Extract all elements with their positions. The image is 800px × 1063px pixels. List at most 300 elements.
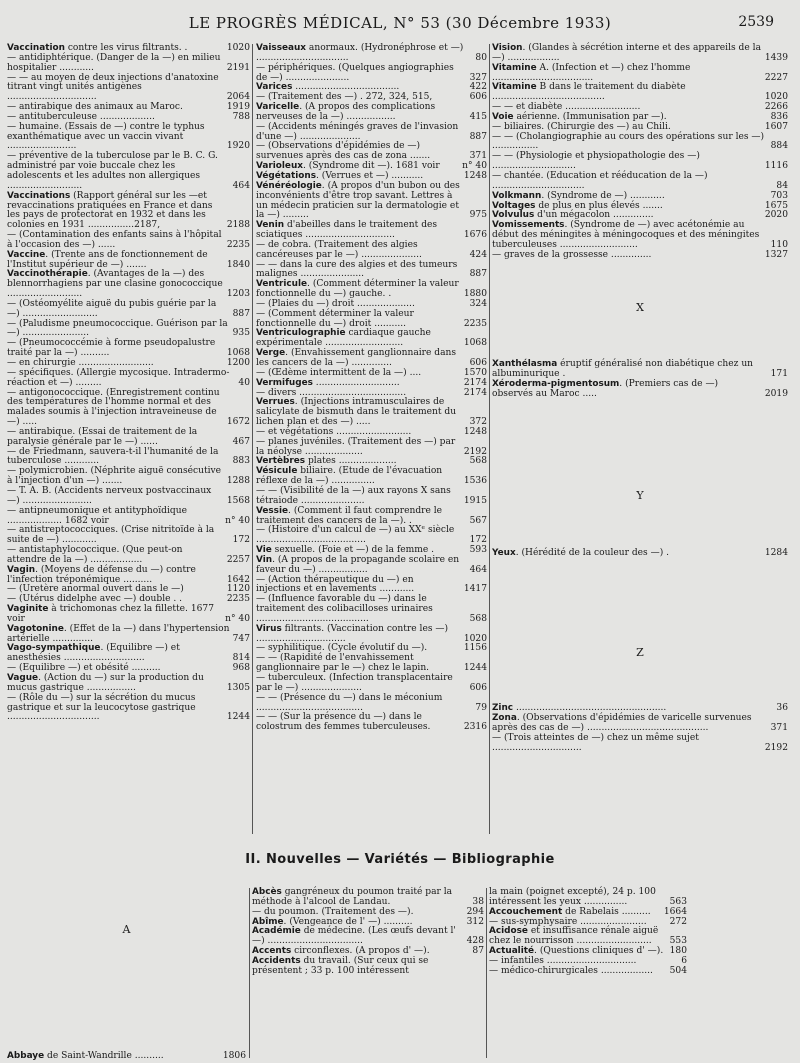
entry-keyword: Venin [256, 220, 285, 231]
entry-page-ref: 2257 [226, 554, 250, 565]
entry-description: — antituberculeuse ................... [7, 111, 155, 122]
entry-page-ref: 747 [232, 633, 250, 644]
entry-page-ref: 887 [469, 131, 487, 142]
entry-page-ref: 1288 [226, 476, 250, 487]
index-entry [256, 713, 487, 733]
entry-text [256, 123, 467, 143]
entry-text [7, 339, 224, 359]
entry-text [7, 526, 230, 546]
index-entry [7, 270, 250, 300]
entry-description: de Saint-Wandrille .......... [44, 1051, 164, 1061]
entry-page-ref: 1248 [463, 426, 487, 437]
entry-description: et insuffisance rénale aiguë chez le nourrisson .......................... [489, 926, 659, 947]
entry-page-ref: 788 [232, 111, 250, 122]
entry-page-ref: 6 [681, 955, 687, 966]
entry-keyword: Zinc [492, 703, 514, 714]
page-number: 2539 [738, 14, 774, 30]
entry-page-ref: 814 [232, 653, 250, 664]
entry-keyword: Abcès [252, 887, 282, 897]
index-entry [256, 241, 487, 261]
entry-text [256, 349, 467, 369]
entry-description: — infantiles ............................... [489, 955, 637, 966]
entry-description: — (Ostéomyélite aiguë du pubis guérie par la —) .......................... [7, 298, 217, 319]
entry-description: — — (Physiologie et physiopathologie des —) ............................. [492, 151, 700, 172]
entry-text [7, 428, 230, 448]
entry-page-ref: 1568 [226, 495, 250, 506]
entry-text [7, 251, 224, 271]
entry-keyword: Vertèbres [256, 456, 306, 467]
entry-page-ref: 1919 [226, 102, 250, 113]
entry-page-ref: 2235 [226, 239, 250, 250]
entry-page-ref: 606 [469, 358, 487, 368]
entry-page-ref: 1305 [226, 682, 250, 693]
entry-page-ref: 1676 [463, 230, 487, 241]
entry-page-ref: 1417 [463, 584, 487, 595]
entry-keyword: Volkmann [492, 190, 542, 201]
entry-description: . (Vengeance de l' —) .......... [283, 916, 413, 927]
entry-page-ref: 887 [232, 308, 250, 319]
entry-description: — spécifiques. (Allergie mycosique. Intradermo-réaction et —) ......... [7, 367, 230, 388]
entry-keyword: Vague [7, 673, 39, 683]
entry-description: — (Uretère anormal ouvert dans le —) [7, 584, 184, 595]
entry-description: — (Comment déterminer la valeur fonctionnelle du —) droit ........... [256, 308, 414, 329]
entry-description: — et végétations .......................... [256, 426, 412, 437]
index-entry [256, 103, 487, 123]
entry-description: — (Action thérapeutique du —) en injections et en lavements ............ [256, 574, 415, 595]
entry-page-ref: 1642 [226, 574, 250, 585]
entry-text [256, 674, 467, 694]
entry-text [7, 644, 230, 664]
entry-description: .................................................... [513, 703, 667, 714]
index-entry [256, 182, 487, 221]
entry-page-ref: 422 [469, 82, 487, 93]
entry-description: — (Contamination des enfants sains à l'hôpital à l'occasion des —) ...... [7, 230, 222, 250]
entry-description: . (Verrues et —) ........... [316, 170, 424, 181]
index-entry [492, 380, 788, 400]
index-entry [492, 133, 788, 153]
index-entry [256, 438, 487, 458]
entry-page-ref: 836 [770, 111, 788, 122]
entry-page-ref: 1020 [764, 92, 788, 103]
entry-text [256, 625, 461, 645]
entry-page-ref: 975 [469, 210, 487, 221]
entry-keyword: Vision [492, 43, 523, 53]
entry-page-ref: 1664 [663, 906, 687, 917]
entry-description: cardiaque gauche expérimentale ........................... [256, 328, 431, 349]
index-entry [256, 44, 487, 64]
entry-description: — (Traitement des —) . 272, 324, 515, [256, 92, 433, 103]
entry-description: — (Œdème intermittent de la —) .... [256, 367, 422, 378]
entry-description: — (Pneumococcémie à forme pseudopalustre traité par la —) .......... [7, 338, 216, 359]
entry-page-ref: 110 [770, 239, 788, 250]
entry-text [7, 320, 230, 340]
entry-text [492, 44, 762, 64]
entry-description: . (Syndrome dit —). 1681 voir [303, 161, 440, 172]
index-entry [492, 221, 788, 251]
entry-text [256, 64, 467, 84]
entry-description: . (Equilibre —) et anesthésies ............................ [7, 643, 180, 664]
entry-description: — humaine. (Essais de —) contre le typhus exanthématique avec un vaccin vivant ........................ [7, 121, 205, 152]
biblio-column-1-entries [7, 1052, 246, 1062]
entry-page-ref: 1439 [764, 52, 788, 63]
entry-description: — (Influence favorable du —) dans le traitement des colibacilloses urinaires ....................................... [256, 594, 433, 624]
entry-text [7, 625, 230, 645]
entry-page-ref: 1840 [226, 259, 250, 270]
index-entry [256, 694, 487, 714]
entry-page-ref: 935 [232, 328, 250, 339]
entry-description: . (Glandes à sécrétion interne et des appareils de la —) .................. [492, 43, 761, 63]
entry-text [256, 44, 472, 64]
entry-keyword: Vénéréologie [256, 180, 322, 191]
index-entry [7, 448, 250, 468]
entry-text [256, 487, 461, 507]
entry-page-ref: 36 [776, 703, 788, 714]
index-entry [7, 1052, 246, 1062]
entry-keyword: Vagin [7, 564, 36, 575]
entry-page-ref: 272 [669, 916, 687, 927]
entry-text [7, 674, 224, 694]
index-column-2 [256, 44, 487, 733]
entry-description: ............................. [312, 377, 400, 388]
entry-description: d'abeilles dans le traitement des sciatiques ............................... [256, 220, 438, 241]
entry-page-ref: 883 [232, 456, 250, 467]
entry-description: — antistreptococciques. (Crise nitritoïde à la suite de —) ............ [7, 525, 215, 546]
index-entry [7, 231, 250, 251]
entry-text [256, 467, 461, 487]
running-title: LE PROGRÈS MÉDICAL, N° 53 (30 Décembre 1933) [188, 14, 612, 32]
letter-heading-x: X [636, 300, 644, 314]
entry-description: . (Premiers cas de —) observés au Maroc ..... [492, 379, 719, 399]
entry-description: . (Action du —) sur la production du mucus gastrique ................. [7, 673, 204, 693]
entry-description: — (Trois atteintes de —) chez un même sujet ............................... [492, 732, 699, 753]
index-entry [256, 398, 487, 428]
entry-text [492, 172, 773, 192]
biblio-column-3 [489, 888, 687, 977]
entry-description: . (Comment déterminer la valeur fonctionnelle du —) gauche. . [256, 279, 459, 300]
entry-page-ref: 40 [238, 377, 250, 388]
entry-text [7, 566, 224, 586]
index-entry [252, 957, 484, 977]
entry-page-ref: 2227 [764, 72, 788, 83]
entry-page-ref: 504 [669, 965, 687, 976]
entry-text [489, 888, 667, 908]
entry-text [7, 487, 224, 507]
entry-text [492, 251, 762, 261]
entry-page-ref: 2174 [463, 387, 487, 398]
entry-description: . (Envahissement ganglionnaire dans les cancers de la —) .............. [256, 348, 457, 368]
entry-text [256, 241, 467, 261]
index-entry [7, 320, 250, 340]
entry-description: — périphériques. (Quelques angiographies de —) ...................... [256, 62, 454, 83]
entry-description: plates .................... [305, 456, 397, 467]
entry-description: sexuelle. (Foie et —) de la femme . [271, 545, 435, 556]
entry-page-ref: 1068 [463, 338, 487, 349]
entry-page-ref: 1920 [226, 141, 250, 152]
entry-description: aérienne. (Immunisation par —). [513, 111, 667, 122]
entry-description: — antigonococcique. (Enregistrement continu des températures de l'homme normal et des malades soumis à l'injection intraveineuse de —) ..... [7, 387, 220, 428]
index-entry [7, 192, 250, 231]
entry-page-ref: 2019 [764, 388, 788, 399]
index-entry [7, 566, 250, 586]
entry-text [256, 280, 461, 300]
entry-keyword: Vessie [256, 505, 289, 516]
entry-text [252, 888, 469, 908]
entry-text [256, 654, 461, 674]
entry-description: — — (Visibilité de la —) aux rayons X sans tétraiode ...................... [256, 485, 451, 506]
index-entry [7, 605, 250, 625]
index-entry [256, 310, 487, 330]
index-entry [7, 694, 250, 724]
index-entry [256, 280, 487, 300]
entry-description: .................................... [292, 82, 400, 93]
column-divider [249, 888, 250, 1058]
entry-keyword: Zona [492, 713, 517, 724]
entry-description: . (Syndrome de —) avec acétonémie au début des méningites à méningocoques et des méningites tuberculeuses ........................... [492, 220, 760, 250]
entry-text [7, 694, 224, 724]
index-column-1 [7, 44, 250, 723]
entry-text [492, 380, 762, 400]
index-entry [7, 507, 250, 527]
entry-page-ref: 324 [469, 298, 487, 309]
entry-page-ref: 38 [472, 896, 484, 907]
entry-page-ref: 415 [469, 111, 487, 122]
entry-keyword: Vaccinothérapie [7, 269, 88, 280]
entry-keyword: Accouchement [489, 906, 563, 917]
index-entry [256, 123, 487, 143]
index-entry [7, 428, 250, 448]
entry-description: — de Friedmann, sauvera-t-il l'humanité de la tuberculose ............ [7, 446, 219, 467]
entry-page-ref: 1915 [463, 495, 487, 506]
entry-keyword: Vin [256, 554, 273, 565]
entry-text [256, 576, 461, 596]
entry-description: de plus en plus élevés ....... [535, 200, 663, 211]
index-entry [489, 888, 687, 908]
entry-text [256, 310, 461, 330]
entry-keyword: Varices [256, 82, 293, 93]
entry-description: . (A propos de la propagande scolaire en faveur du —) ................. [256, 554, 460, 575]
entry-description: circonflexes. (A propos d' —). [291, 946, 430, 957]
entry-description: — — (Cholangiographie au cours des opérations sur les —) ................ [492, 131, 765, 152]
entry-description: — de cobra. (Traitement des algies cancéreuses par le —) ..................... [256, 239, 422, 260]
index-entry [7, 123, 250, 153]
entry-keyword: Vaccine [7, 249, 46, 260]
index-entry [7, 674, 250, 694]
entry-text [256, 556, 467, 576]
entry-description: . (A propos des complications nerveuses de la —) ................. [256, 102, 436, 122]
entry-keyword: Vago-sympathique [7, 643, 101, 654]
entry-page-ref: 1203 [226, 289, 250, 300]
entry-keyword: Verrues [256, 397, 295, 408]
index-entry [7, 54, 250, 74]
entry-keyword: Vomissements [492, 220, 565, 231]
entry-text [7, 605, 219, 625]
entry-description: — du poumon. (Traitement des —). [252, 906, 414, 917]
entry-description: — antirabique. (Essai de traitement de la paralysie générale par le —) ...... [7, 426, 198, 447]
index-entry [256, 349, 487, 369]
entry-description: du travail. (Sur ceux qui se présentent ; 33 p. 100 intéressent [252, 955, 429, 976]
index-entry [492, 152, 788, 172]
entry-description: — (Plaies du —) droit .................... [256, 298, 415, 309]
entry-text [256, 507, 467, 527]
entry-description: — en chirurgie .......................... [7, 358, 154, 368]
entry-page-ref: 1120 [226, 584, 250, 595]
entry-page-ref: 563 [669, 896, 687, 907]
entry-page-ref: 887 [469, 269, 487, 280]
entry-keyword: Végétations [256, 170, 316, 181]
index-entry [256, 625, 487, 645]
entry-page-ref: 2192 [764, 742, 788, 753]
entry-text [7, 546, 224, 566]
entry-page-ref: 1880 [463, 289, 487, 300]
entry-description: . (Moyens de défense du —) contre l'infection tréponémique .......... [7, 564, 196, 585]
entry-page-ref: 606 [469, 682, 487, 693]
entry-description: de médecine. (Les œufs devant l' —) ................................. [252, 926, 456, 947]
entry-description: biliaire. (Etude de l'évacuation réflexe de la —) ............... [256, 466, 443, 487]
entry-description: — T. A. B. (Accidents nerveux postvaccinaux —) ........................ [7, 485, 212, 506]
index-entry [7, 74, 250, 104]
biblio-column-2 [252, 888, 484, 977]
entry-page-ref: 467 [232, 436, 250, 447]
entry-description: . (Hérédité de la couleur des —) . [515, 547, 670, 558]
entry-text [492, 734, 762, 754]
entry-description: — divers ..................................... [256, 387, 407, 398]
index-entry [252, 888, 484, 908]
entry-description: — (Paludisme pneumococcique. Guérison par la —) ....................... [7, 318, 228, 339]
index-entry [256, 507, 487, 527]
entry-keyword: Vaccination [7, 43, 65, 53]
entry-text [7, 467, 224, 487]
section-title: II. Nouvelles — Variétés — Bibliographie [245, 852, 555, 867]
entry-description: — sus-symphysaire ....................... [489, 916, 647, 927]
letter-heading-y: Y [636, 488, 644, 502]
entry-page-ref: 371 [469, 151, 487, 162]
index-entry [492, 64, 788, 84]
index-entry [256, 674, 487, 694]
entry-page-ref: 180 [669, 946, 687, 957]
entry-page-ref: 553 [669, 936, 687, 947]
index-entry [492, 360, 788, 380]
entry-text [256, 438, 461, 458]
entry-page-ref: 1200 [226, 358, 250, 368]
entry-keyword: Vie [256, 545, 272, 556]
entry-text [492, 83, 762, 103]
index-entry [492, 714, 788, 734]
entry-description: à trichomonas chez la fillette. 1677 voir [7, 604, 214, 624]
entry-page-ref: 312 [466, 916, 484, 927]
entry-description: — chantée. (Education et rééducation de la —) ................................ [492, 170, 708, 191]
entry-page-ref: 567 [469, 515, 487, 526]
entry-page-ref: 606 [469, 92, 487, 103]
entry-text [7, 507, 219, 527]
index-entry [7, 644, 250, 664]
entry-page-ref: 428 [466, 936, 484, 947]
entry-description: — antistaphylococcique. (Que peut-on attendre de la —) .................. [7, 545, 183, 565]
entry-description: (Rapport général sur les —et revaccinations pratiquées en France et dans les pays de protectorat en 1932 et dans les colonies en 1931 ................2187, [7, 190, 213, 231]
entry-page-ref: 464 [232, 180, 250, 191]
entry-description: . (Questions cliniques d' —). [534, 946, 664, 957]
page-header [0, 14, 800, 34]
entry-description: éruptif généralisé non diabétique chez un albuminurique . [492, 359, 754, 380]
entry-text [256, 261, 467, 281]
entry-page-ref: 1244 [463, 663, 487, 674]
entry-page-ref: 1672 [226, 417, 250, 428]
entry-keyword: Vaccinations [7, 190, 71, 201]
entry-description: contre les virus filtrants. . [64, 43, 188, 53]
index-entry [7, 546, 250, 566]
entry-description: de Rabelais .......... [562, 906, 651, 917]
index-entry [492, 83, 788, 103]
entry-description: — — (Rapidité de l'envahissement ganglionnaire par le —) chez le lapin. [256, 653, 430, 674]
index-entry [492, 549, 788, 559]
entry-description: . (Avantages de la —) des blennorrhagiens par une clasine gonococcique .......................... [7, 269, 223, 300]
entry-keyword: Accents [252, 946, 292, 957]
index-entry [7, 526, 250, 546]
entry-page-ref: 1244 [226, 712, 250, 723]
entry-page-ref: 171 [770, 369, 788, 380]
entry-keyword: Varioleux [256, 161, 303, 172]
entry-page-ref: 80 [475, 52, 487, 63]
entry-description: . (Syndrome de —) ............ [541, 190, 665, 201]
entry-text [256, 694, 472, 714]
entry-text [492, 714, 768, 734]
entry-page-ref: 1806 [222, 1051, 246, 1061]
entry-description: . (Observations d'épidémies de varicelle survenues après des cas de —) .......................................... [492, 713, 752, 733]
entry-page-ref: 968 [232, 663, 250, 674]
entry-text [492, 221, 768, 251]
entry-keyword: Accidents [252, 955, 301, 966]
index-entry [256, 329, 487, 349]
entry-text [256, 221, 461, 241]
index-entry [7, 251, 250, 271]
entry-page-ref: 884 [770, 141, 788, 152]
entry-text [256, 526, 467, 546]
entry-text [256, 713, 461, 733]
index-entry [7, 369, 250, 389]
entry-keyword: Voltages [492, 200, 536, 211]
entry-keyword: Voie [492, 111, 514, 122]
entry-text [489, 927, 667, 947]
entry-page-ref: 1068 [226, 348, 250, 359]
entry-description: . (A propos d'un bubon ou des inconvénients d'être trop savant. Lettres à un médecin praticien sur la dermatologie et la —) ......... [256, 180, 460, 221]
entry-description: — — (Présence du —) dans le méconium ..................................... [256, 692, 443, 713]
entry-description: — syphilitique. (Cycle évolutif du —). [256, 643, 428, 654]
entry-keyword: Virus [256, 623, 282, 634]
index-entry [252, 927, 484, 947]
entry-page-ref: 1248 [463, 170, 487, 181]
entry-page-ref: 172 [232, 535, 250, 546]
entry-page-ref: 568 [469, 456, 487, 467]
index-entry [492, 251, 788, 261]
entry-page-ref: 2192 [463, 446, 487, 457]
entry-page-ref: 1607 [764, 121, 788, 132]
entry-text [492, 64, 762, 84]
entry-text [7, 300, 230, 320]
entry-keyword: Varicelle [256, 102, 300, 113]
entry-description: — polymicrobien. (Néphrite aiguë consécutive à l'injection d'un —) ....... [7, 466, 222, 487]
entry-keyword: Ventriculographie [256, 328, 346, 339]
entry-text [492, 152, 762, 172]
entry-description: — (Rôle du —) sur la sécrétion du mucus gastrique et sur la leucocytose gastrique ................................ [7, 692, 196, 723]
entry-description: — — au moyen de deux injections d'anatoxine titrant vingt unités antigènes ............................... [7, 72, 219, 103]
entry-text [252, 927, 464, 947]
entry-text [7, 54, 224, 74]
entry-description: B dans le traitement du diabète ....................................... [492, 82, 686, 103]
entry-page-ref: 464 [469, 564, 487, 575]
entry-keyword: Volvulus [492, 210, 535, 221]
entry-description: — antipneumonique et antityphoïdique ................... 1682 voir [7, 505, 187, 526]
entry-page-ref: 1156 [463, 643, 487, 654]
entry-text [7, 448, 230, 468]
